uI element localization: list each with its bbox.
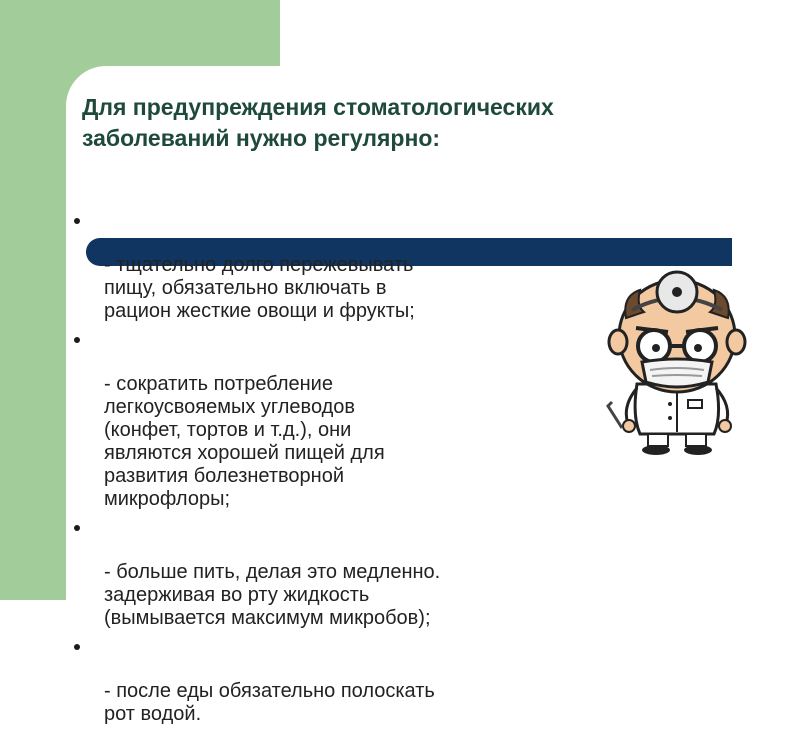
bullet-dot-icon: [74, 218, 80, 224]
bullet-item-carbs: [74, 327, 554, 511]
bullet-text: - после еды обязательно полоскать рот водой.: [104, 680, 435, 725]
bullet-text: - тщательно долго пережевывать пищу, обязательно включать в рацион жесткие овощи и фрукты;: [104, 254, 415, 322]
dentist-cartoon-icon: [592, 266, 762, 456]
bullet-dot-icon: [74, 525, 80, 531]
bullet-item-rinsing: [74, 634, 554, 726]
bullet-item-chewing: [74, 208, 554, 323]
slide-title-line-2: заболеваний нужно регулярно:: [82, 125, 441, 151]
bullet-list: [74, 208, 554, 730]
bullet-dot-icon: [74, 644, 80, 650]
slide-title-line-1: Для предупреждения стоматологических: [82, 94, 554, 120]
slide-title: [82, 92, 762, 154]
bullet-text: - больше пить, делая это медленно. задерживая во рту жидкость (вымывается максимум микробов);: [104, 561, 441, 629]
bullet-dot-icon: [74, 337, 80, 343]
bullet-text: - сократить потребление легкоусвояемых углеводов (конфет, тортов и т.д.), они являются хорошей пищей для развития болезнетворной микрофлоры;: [104, 373, 385, 510]
bullet-item-drinking: [74, 515, 554, 630]
